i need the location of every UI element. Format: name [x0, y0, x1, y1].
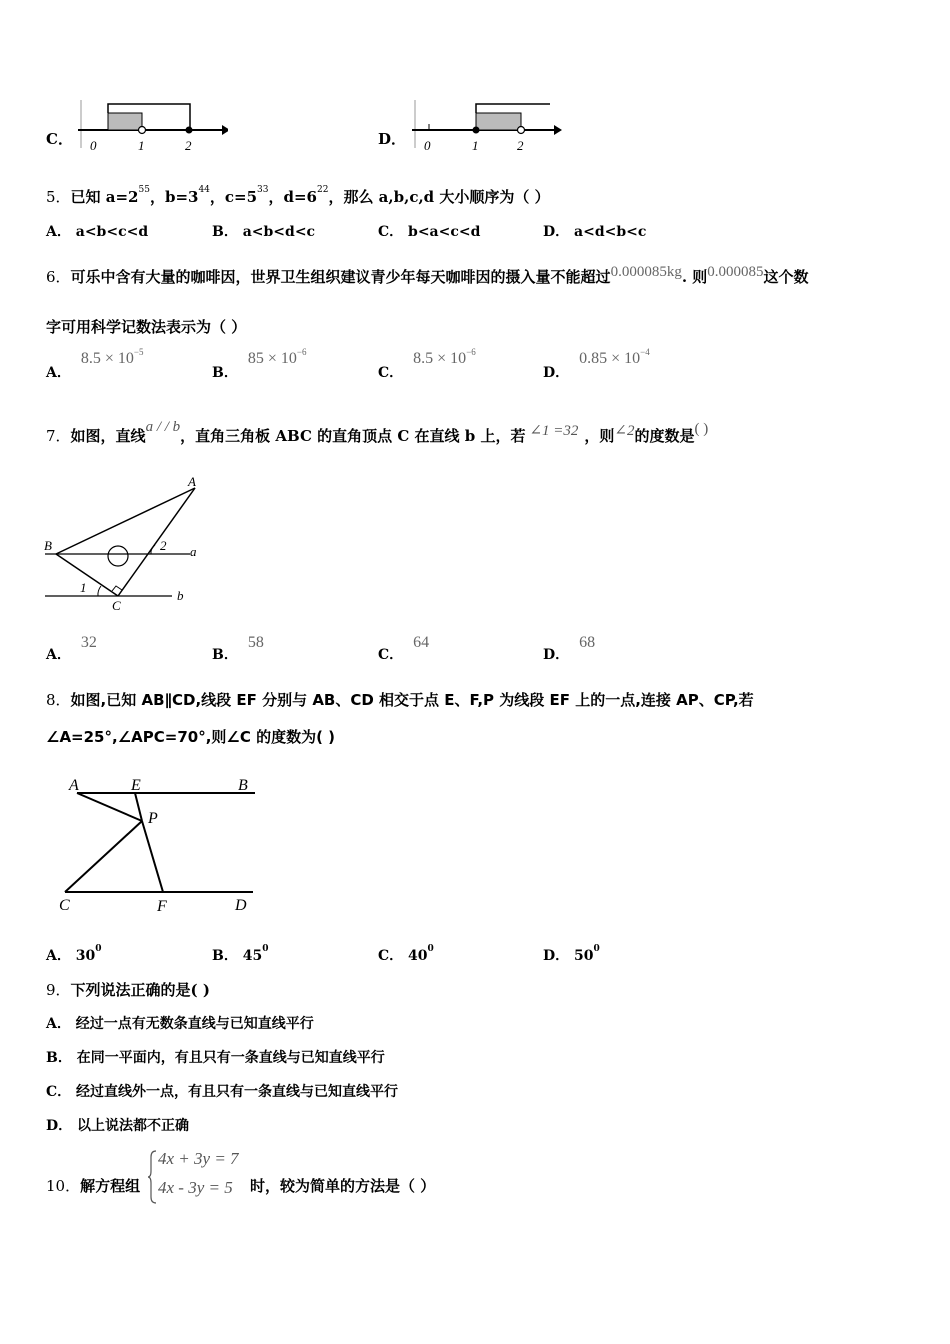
q10-stem-left [46, 1175, 140, 1196]
q7-option-d[interactable]: D．68 [543, 634, 596, 663]
q7-fig-b: b [177, 588, 184, 603]
q8-option-c[interactable]: C． $40^0$ [378, 944, 434, 964]
q4-option-d-number-line [412, 98, 562, 156]
q7-angle2: ∠2 [614, 423, 635, 439]
q7-text4: 的度数是 [634, 427, 695, 445]
q6-option-c[interactable]: C．$8.5 \times 10^{-6}$ [378, 347, 476, 381]
q8-fig-C: C [59, 897, 70, 914]
q6-text3: 这个数 [763, 268, 809, 286]
q9-option-d[interactable]: D． 以上说法都不正确 [46, 1118, 190, 1134]
q8-option-b[interactable]: B． $45^0$ [212, 944, 269, 964]
q9-stem [46, 979, 210, 1000]
q7-fig-B: B [44, 538, 52, 553]
q4-option-c-label[interactable]: C． [46, 130, 73, 148]
q6-text1: 可乐中含有大量的咖啡因，世界卫生组织建议青少年每天咖啡因的摄入量不能超过 [70, 268, 611, 286]
q9-option-b[interactable]: B． 在同一平面内，有且只有一条直线与已知直线平行 [46, 1050, 385, 1066]
q5-c: ，c=5 [209, 188, 258, 206]
q4-c-tick-1: 1 [138, 138, 145, 153]
q6-stem-line2: 字可用科学记数法表示为（ ） [46, 318, 247, 336]
q9-option-a[interactable]: A． 经过一点有无数条直线与已知直线平行 [46, 1016, 314, 1032]
q9-option-c[interactable]: C． 经过直线外一点，有且只有一条直线与已知直线平行 [46, 1084, 399, 1100]
q5-option-b[interactable]: B． a<b<d<c [212, 224, 316, 240]
q8-fig-P: P [148, 810, 158, 827]
q7-option-a[interactable]: A．32 [46, 634, 97, 663]
q7-number: 7． [46, 427, 71, 445]
q6-value-kg: 0.000085kg [610, 264, 682, 280]
q6-stem-line1 [46, 266, 809, 287]
q9-number: 9． [46, 981, 71, 999]
q8-stem-line2: ∠A=25°,∠APC=70°,则∠C 的度数为( ) [46, 728, 336, 746]
q4-c-tick-0: 0 [90, 138, 97, 153]
q10-eq2: 4x - 3y = 5 [158, 1178, 233, 1197]
q7-paren: ( ) [694, 421, 709, 437]
q7-text3: ，则 [584, 427, 615, 445]
q5-end: ，那么 a,b,c,d 大小顺序为（ ） [328, 188, 550, 206]
q5-number: 5． [46, 188, 71, 206]
q7-fig-2: 2 [160, 538, 167, 553]
q4-option-d-label[interactable]: D． [378, 130, 407, 148]
q8-fig-D: D [235, 897, 247, 914]
q5-exp-a: 55 [138, 185, 150, 195]
q4-d-tick-0: 0 [424, 138, 431, 153]
q8-fig-E: E [131, 777, 141, 794]
q4-d-tick-1: 1 [472, 138, 479, 153]
q6-value: 0.000085 [707, 264, 764, 280]
q6-option-b[interactable]: B．$85 \times 10^{-6}$ [212, 347, 307, 381]
q10-text2: 时，较为简单的方法是（ ） [250, 1177, 436, 1195]
q7-figure [40, 470, 210, 620]
q7-text2: ，直角三角板 ABC 的直角顶点 C 在直线 b 上，若 [180, 427, 526, 445]
q10-eq1: 4x + 3y = 7 [158, 1149, 239, 1168]
q8-stem-line1 [46, 689, 754, 710]
q5-stem [46, 186, 550, 207]
q5-option-c[interactable]: C． b<a<c<d [378, 224, 481, 240]
q10-brace [148, 1149, 158, 1205]
q7-fig-1: 1 [80, 580, 87, 595]
q5-exp-c: 33 [257, 185, 269, 195]
q8-fig-B: B [238, 777, 248, 794]
q7-option-c[interactable]: C．64 [378, 634, 430, 663]
q6-option-d[interactable]: D．$0.85 \times 10^{-4}$ [543, 347, 650, 381]
q6-option-a[interactable]: A．$8.5 \times 10^{-5}$ [46, 347, 144, 381]
q8-figure [55, 770, 265, 918]
q5-a: 已知 a=2 [70, 188, 139, 206]
q4-option-c-number-line [78, 98, 228, 156]
q8-number: 8． [46, 691, 71, 709]
q5-d: ，d=6 [268, 188, 317, 206]
q7-angle1: ∠1 =32 [529, 423, 579, 439]
q7-option-b[interactable]: B．58 [212, 634, 264, 663]
q7-parallel: a / / b [145, 419, 181, 435]
q4-c-tick-2: 2 [185, 138, 192, 153]
q5-b: ，b=3 [149, 188, 199, 206]
q10-text1: 解方程组 [80, 1177, 141, 1195]
q6-text2: . 则 [681, 268, 708, 286]
q6-number: 6． [46, 268, 71, 286]
q8-fig-A: A [69, 777, 79, 794]
q8-option-d[interactable]: D． $50^0$ [543, 944, 600, 964]
q7-fig-A: A [188, 474, 196, 489]
q10-number: 10． [46, 1177, 81, 1195]
q5-exp-b: 44 [198, 185, 210, 195]
q7-fig-a: a [190, 544, 197, 559]
q8-option-a[interactable]: A． $30^0$ [46, 944, 102, 964]
q5-exp-d: 22 [317, 185, 329, 195]
q9-text: 下列说法正确的是( ) [70, 981, 210, 999]
q7-fig-C: C [112, 598, 121, 613]
q5-option-d[interactable]: D． a<d<b<c [543, 224, 647, 240]
q8-line1-text: 如图,已知 AB∥CD,线段 EF 分别与 AB、CD 相交于点 E、F,P 为线段 EF 上的一点,连接 AP、CP,若 [70, 691, 754, 709]
q8-fig-F: F [157, 898, 167, 915]
q5-option-a[interactable]: A． a<b<c<d [46, 224, 149, 240]
q4-d-tick-2: 2 [517, 138, 524, 153]
q7-text1: 如图，直线 [70, 427, 146, 445]
q7-stem [46, 419, 709, 446]
